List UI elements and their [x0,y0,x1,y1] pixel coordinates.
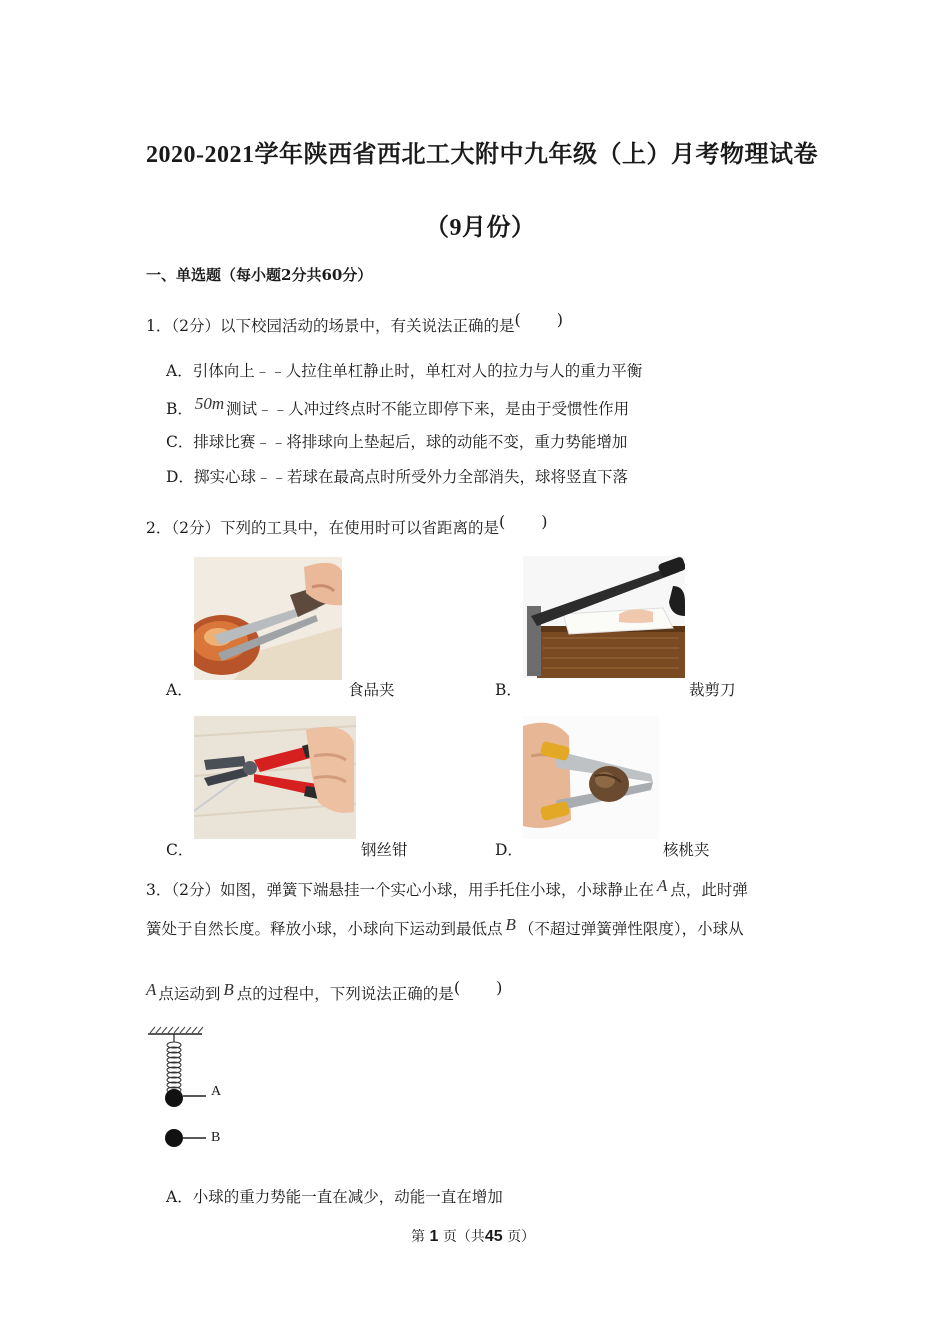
pliers-photo [194,716,356,839]
answer-paren-open: ( [514,310,521,329]
q1-option-a [166,359,642,381]
spring-diagram [140,1022,260,1154]
food-tongs-photo [194,557,342,680]
question-text: 下列的工具中，在使用时可以省距离的是 [220,519,500,537]
question-score: （2分） [171,317,220,335]
total-pages: 45 [484,1228,503,1245]
q1-option-b [166,394,630,419]
option-label: A． [166,362,193,380]
nutcracker-photo [523,716,659,839]
question-number: 2． [146,519,172,537]
option-text: 小球的重力势能一直在减少，动能一直在增加 [192,1188,503,1206]
page-footer [411,1226,535,1246]
question-1-stem [146,310,564,336]
question-text: （不超过弹簧弹性限度），小球从 [518,920,744,938]
footer-text: 页（共 [442,1229,485,1245]
question-3-line-3 [146,978,503,1004]
q2-option-b-label: B． [495,681,522,699]
option-text: 引体向上﹣﹣人拉住单杠静止时，单杠对人的拉力与人的重力平衡 [192,362,643,380]
option-label: B． [166,400,193,418]
page-number: 1 [429,1228,439,1245]
q2-option-a-caption: 食品夹 [348,681,395,699]
figure-label-b: B [211,1130,221,1145]
option-text: 排球比赛﹣﹣将排球向上垫起后，球的动能不变，重力势能增加 [193,433,628,451]
answer-paren-open: ( [453,978,461,997]
math-expression: 50m [194,394,225,413]
figure-label-a: A [211,1084,222,1099]
q2-option-d-label: D． [495,841,523,859]
footer-text: 第 [411,1229,425,1245]
option-label: D． [166,468,194,486]
variable-b: B [223,980,234,999]
option-text: 测试﹣﹣人冲过终点时不能立即停下来，是由于受惯性作用 [226,400,630,418]
q2-option-c-caption: 钢丝钳 [361,841,408,859]
q1-option-c [166,430,627,452]
question-text: 簧处于自然长度。释放小球，小球向下运动到最低点 [146,920,503,938]
question-text: 点，此时弹 [670,881,748,899]
q1-option-d [166,465,628,487]
option-text: 掷实心球﹣﹣若球在最高点时所受外力全部消失，球将竖直下落 [193,468,628,486]
question-3-line-2 [146,917,744,939]
variable-a: A [657,876,668,895]
q2-option-c-label: C． [166,841,194,859]
exam-title: 2020-2021学年陕西省西北工大附中九年级（上）月考物理试卷 [146,142,818,168]
q2-option-d-caption: 核桃夹 [663,841,710,859]
paper-cutter-photo [523,556,685,678]
section-heading: 一、单选题（每小题2分共60分） [146,266,373,284]
question-text: 点运动到 [158,985,221,1003]
footer-text: 页） [507,1229,536,1245]
q2-option-a-label: A． [166,681,193,699]
variable-a: A [146,980,157,999]
answer-paren-close: ) [541,512,548,531]
question-text: 如图，弹簧下端悬挂一个实心小球，用手托住小球，小球静止在 [220,881,655,899]
answer-paren-close: ) [496,978,503,997]
answer-paren-open: ( [499,512,506,531]
question-score: （2分） [171,519,220,537]
exam-subtitle: （9月份） [425,215,536,241]
q2-option-b-caption: 裁剪刀 [689,681,736,699]
question-score: （2分） [171,881,220,899]
question-2-stem [146,512,548,538]
question-number: 1． [146,317,172,335]
question-3-line-1 [146,878,748,900]
q3-option-a [166,1185,503,1207]
variable-b: B [505,915,516,934]
answer-paren-close: ) [556,310,564,329]
option-label: A． [166,1188,193,1206]
option-label: C． [166,433,194,451]
question-number: 3． [146,881,172,899]
question-text: 以下校园活动的场景中，有关说法正确的是 [220,317,515,335]
question-text: 点的过程中，下列说法正确的是 [236,985,454,1003]
